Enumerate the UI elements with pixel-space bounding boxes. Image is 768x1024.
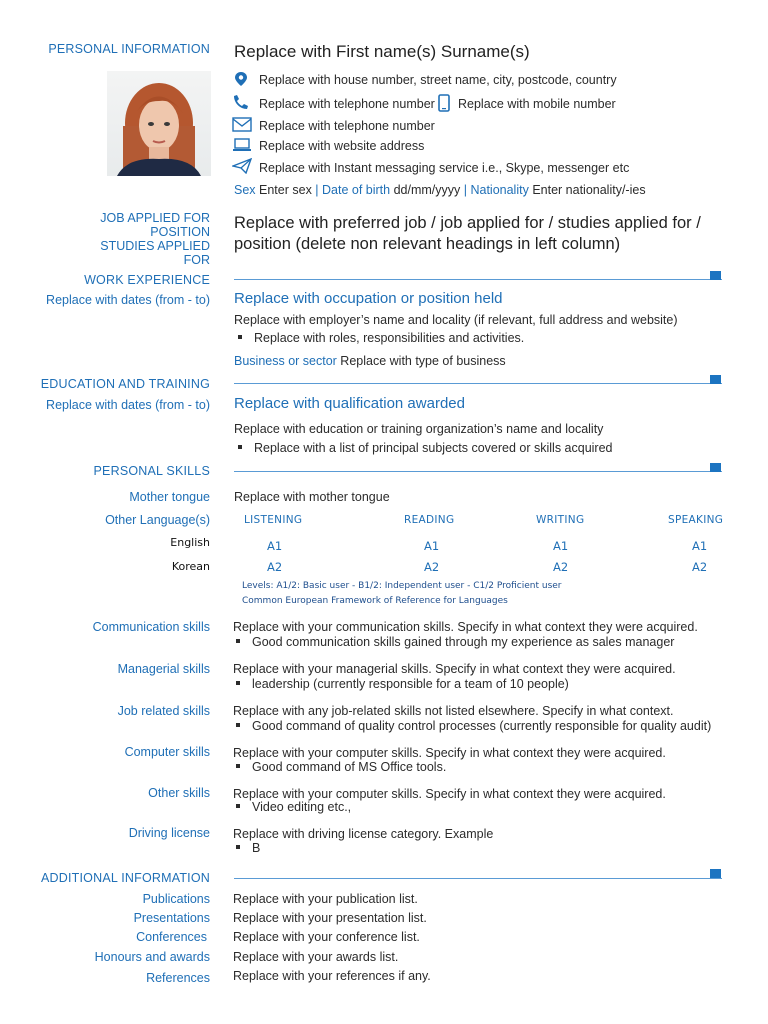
sector-value: Replace with type of business [336, 354, 506, 368]
phone-icon [232, 94, 252, 110]
job-label-line: FOR [183, 253, 210, 267]
conferences-label: Conferences [136, 930, 207, 944]
separator: | [463, 183, 467, 197]
language-level: A1 [424, 539, 440, 553]
education-dates: Replace with dates (from - to) [46, 398, 210, 412]
employer: Replace with employer’s name and locality (if relevant, full address and website) [234, 313, 678, 327]
sex-value: Enter sex [255, 183, 316, 197]
dob-label: Date of birth [318, 183, 391, 197]
additional-information-heading: ADDITIONAL INFORMATION [41, 871, 210, 885]
address-text: Replace with house number, street name, city, postcode, country [259, 73, 617, 87]
honours-awards-text: Replace with your awards list. [233, 950, 399, 964]
qualification: Replace with qualification awarded [234, 395, 465, 412]
list-item: Good communication skills gained through my experience as sales manager [236, 635, 674, 649]
levels-note: Levels: A1/2: Basic user - B1/2: Independent user - C1/2 Proficient user [242, 581, 562, 591]
list-item: leadership (currently responsible for a team of 10 people) [236, 677, 569, 691]
website-icon [232, 137, 252, 153]
section-rule [234, 383, 722, 384]
business-sector-line [234, 354, 506, 368]
managerial-skills-text: Replace with your managerial skills. Specify in what context they were acquired. [233, 662, 676, 676]
language-name: Korean [171, 560, 210, 573]
language-name: English [170, 536, 210, 549]
publications-text: Replace with your publication list. [233, 892, 418, 906]
managerial-skills-label: Managerial skills [117, 662, 210, 676]
telephone-text: Replace with telephone number [259, 97, 435, 111]
location-pin-icon [232, 71, 252, 87]
job-label-line: STUDIES APPLIED [100, 239, 210, 253]
work-dates: Replace with dates (from - to) [46, 293, 210, 307]
language-level: A2 [424, 560, 440, 574]
framework-note: Common European Framework of Reference for Languages [242, 596, 508, 606]
personal-details-line [234, 183, 646, 197]
language-level: A2 [267, 560, 283, 574]
list-item: B [236, 841, 260, 855]
section-marker [710, 869, 721, 878]
job-title: Replace with preferred job / job applied for / studies applied for / position (delete non relevant headings in left column) [234, 214, 701, 253]
website-text: Replace with website address [259, 139, 425, 153]
job-related-skills-text: Replace with any job-related skills not listed elsewhere. Specify in what context. [233, 704, 674, 718]
list-item: Replace with a list of principal subjects covered or skills acquired [238, 441, 613, 455]
nationality-value: Enter nationality/-ies [528, 183, 646, 197]
references-label: References [146, 971, 210, 985]
education-org: Replace with education or training organization’s name and locality [234, 422, 604, 436]
presentations-label: Presentations [133, 911, 210, 925]
education-heading: EDUCATION AND TRAINING [40, 377, 210, 391]
list-item: Good command of quality control processes (currently responsible for quality audit) [236, 719, 711, 733]
job-label-line: POSITION [150, 225, 210, 239]
dob-value: dd/mm/yyyy [390, 183, 464, 197]
occupation: Replace with occupation or position held [234, 290, 503, 307]
driving-license-text: Replace with driving license category. Example [233, 827, 494, 841]
email-icon [232, 116, 252, 132]
full-name: Replace with First name(s) Surname(s) [234, 42, 530, 61]
section-marker [710, 375, 721, 384]
communication-skills-label: Communication skills [92, 620, 210, 634]
personal-skills-heading: PERSONAL SKILLS [93, 464, 210, 478]
communication-skills-text: Replace with your communication skills. Specify in what context they were acquired. [233, 620, 698, 634]
computer-skills-label: Computer skills [124, 745, 210, 759]
sector-label: Business or sector [234, 354, 337, 368]
sex-label: Sex [234, 183, 256, 197]
separator: | [315, 183, 319, 197]
mobile-text: Replace with mobile number [458, 97, 616, 111]
conferences-text: Replace with your conference list. [233, 930, 420, 944]
driving-license-label: Driving license [128, 826, 210, 840]
computer-skills-text: Replace with your computer skills. Specify in what context they were acquired. [233, 746, 666, 760]
messenger-icon [232, 158, 252, 174]
personal-information-heading: PERSONAL INFORMATION [48, 42, 210, 56]
language-level: A1 [267, 539, 283, 553]
language-level: A2 [692, 560, 708, 574]
other-languages-label: Other Language(s) [105, 513, 210, 527]
other-skills-label: Other skills [148, 786, 210, 800]
section-rule [234, 878, 722, 879]
language-level: A1 [692, 539, 708, 553]
reading-header: READING [404, 514, 455, 526]
list-item: Video editing etc., [236, 800, 351, 814]
job-applied-heading [100, 211, 210, 267]
section-rule [234, 471, 722, 472]
work-experience-heading: WORK EXPERIENCE [84, 273, 210, 287]
job-related-skills-label: Job related skills [117, 704, 210, 718]
mother-tongue-value: Replace with mother tongue [234, 490, 390, 504]
listening-header: LISTENING [244, 514, 303, 526]
job-label-line: JOB APPLIED FOR [100, 211, 210, 225]
im-text: Replace with Instant messaging service i.e., Skype, messenger etc [259, 161, 630, 175]
section-rule [234, 279, 722, 280]
nationality-label: Nationality [467, 183, 529, 197]
language-level: A2 [553, 560, 569, 574]
mother-tongue-label: Mother tongue [129, 490, 210, 504]
profile-photo [107, 71, 211, 176]
other-skills-text: Replace with your computer skills. Specify in what context they were acquired. [233, 787, 666, 801]
presentations-text: Replace with your presentation list. [233, 911, 427, 925]
section-marker [710, 463, 721, 472]
email-text: Replace with telephone number [259, 119, 435, 133]
section-marker [710, 271, 721, 280]
honours-awards-label: Honours and awards [94, 950, 210, 964]
references-text: Replace with your references if any. [233, 969, 431, 983]
list-item: Good command of MS Office tools. [236, 760, 446, 774]
speaking-header: SPEAKING [668, 514, 724, 526]
language-level: A1 [553, 539, 569, 553]
publications-label: Publications [142, 892, 210, 906]
writing-header: WRITING [536, 514, 585, 526]
list-item: Replace with roles, responsibilities and activities. [238, 331, 524, 345]
mobile-icon [437, 94, 451, 112]
